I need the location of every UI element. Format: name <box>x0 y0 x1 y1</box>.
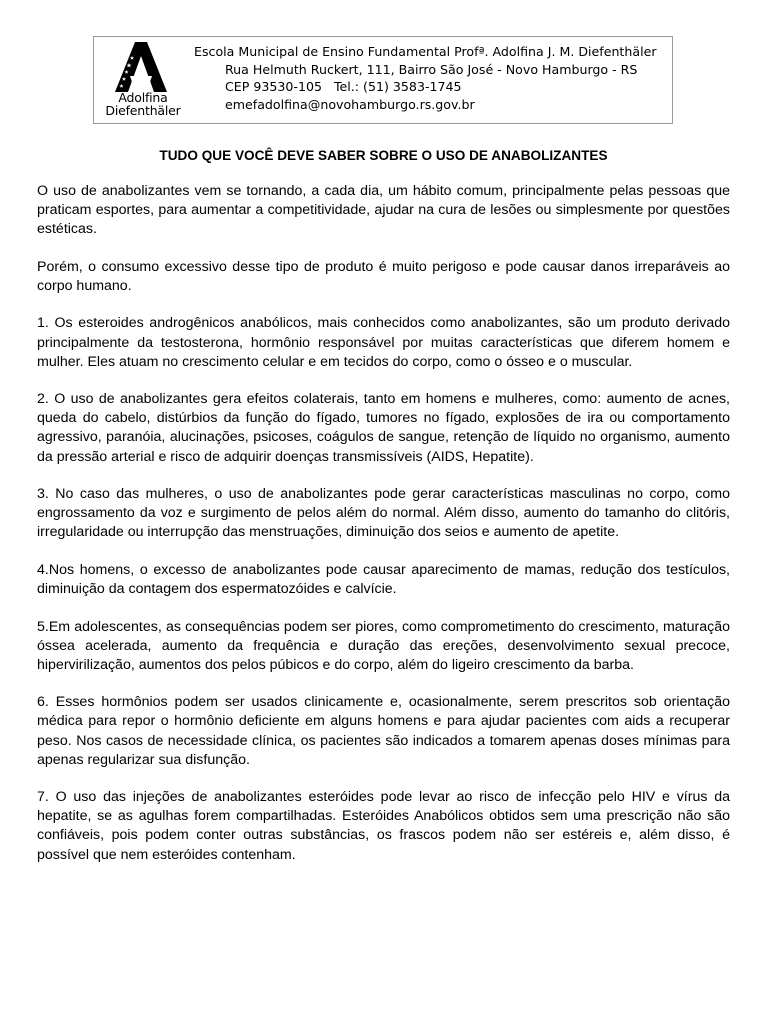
paragraph-item-7: 7. O uso das injeções de anabolizantes esteróides pode levar ao risco de infecção pelo HIV e vírus da hepatite, se as agulhas forem compartilhadas. Esteróides Anabólicos obtidos sem uma prescrição não são confiáveis, pois podem conter outras substâncias, os frascos podem não ser estéreis e, além disso, é possível que nem esteróides contenham. <box>37 789 730 863</box>
logo-name <box>100 91 186 117</box>
paragraph-item-1: 1. Os esteroides androgênicos anabólicos, mais conhecidos como anabolizantes, são um produto derivado principalmente da testosterona, hormônio responsável por muitas características que diferem homem e mulher. Eles atuam no crescimento celular e em tecidos do corpo, como o ósseo e o muscular. <box>37 315 730 370</box>
logo-name-line2: Diefenthäler <box>105 103 181 118</box>
paragraph-item-6: 6. Esses hormônios podem ser usados clinicamente e, ocasionalmente, serem prescritos sob orientação médica para repor o hormônio deficiente em alguns homens e para ajudar pacientes com aids a recuperar peso. Nos casos de necessidade clínica, os pacientes são indicados a tomarem apenas doses mínimas para apenas regularizar sua disfunção. <box>37 694 730 768</box>
paragraph-item-4: 4.Nos homens, o excesso de anabolizantes pode causar aparecimento de mamas, redução dos testículos, diminuição da contagem dos espermatozóides e calvície. <box>37 561 730 597</box>
letterhead <box>93 36 673 124</box>
document-body <box>37 182 730 883</box>
paragraph-warning: Porém, o consumo excessivo desse tipo de produto é muito perigoso e pode causar danos irreparáveis ao corpo humano. <box>37 258 730 294</box>
school-logo-star-letter-a-icon <box>114 41 168 93</box>
school-address: Rua Helmuth Ruckert, 111, Bairro São José - Novo Hamburgo - RS <box>225 61 638 77</box>
school-email: emefadolfina@novohamburgo.rs.gov.br <box>225 96 475 112</box>
school-logo <box>100 41 186 121</box>
school-name: Escola Municipal de Ensino Fundamental Profª. Adolfina J. M. Diefenthäler <box>194 44 657 59</box>
paragraph-item-5: 5.Em adolescentes, as consequências podem ser piores, como comprometimento do crescimento, maturação óssea acelerada, aumento da frequência e duração das ereções, desenvolvimento sexual precoce, hipervirilização, aumentos dos pelos púbicos e do corpo, além do ligeiro crescimento da barba. <box>37 618 730 673</box>
paragraph-intro: O uso de anabolizantes vem se tornando, a cada dia, um hábito comum, principalmente pelas pessoas que praticam esportes, para aumentar a competitividade, ajudar na cura de lesões ou simplesmente por questões estéticas. <box>37 183 730 238</box>
school-postal-phone: CEP 93530-105 Tel.: (51) 3583-1745 <box>225 79 462 95</box>
logo-name-line1: Adolfina <box>118 90 168 105</box>
paragraph-item-3: 3. No caso das mulheres, o uso de anabolizantes pode gerar características masculinas no corpo, como engrossamento da voz e surgimento de pelos além do normal. Além disso, aumento do tamanho do clitóris, irregularidade ou interrupção das menstruações, diminuição dos seios e aumento de apetite. <box>37 486 730 541</box>
document-title: TUDO QUE VOCÊ DEVE SABER SOBRE O USO DE ANABOLIZANTES <box>159 148 608 163</box>
school-info <box>194 43 670 113</box>
paragraph-item-2: 2. O uso de anabolizantes gera efeitos colaterais, tanto em homens e mulheres, como: aumento de acnes, queda do cabelo, distúrbios da função do fígado, tumores no fígado, explosões de ira ou comportamento agressivo, paranóia, alucinações, psicoses, coágulos de sangue, retenção de líquido no organismo, aumento da pressão arterial e risco de adquirir doenças transmissíveis (AIDS, Hepatite). <box>37 391 730 465</box>
